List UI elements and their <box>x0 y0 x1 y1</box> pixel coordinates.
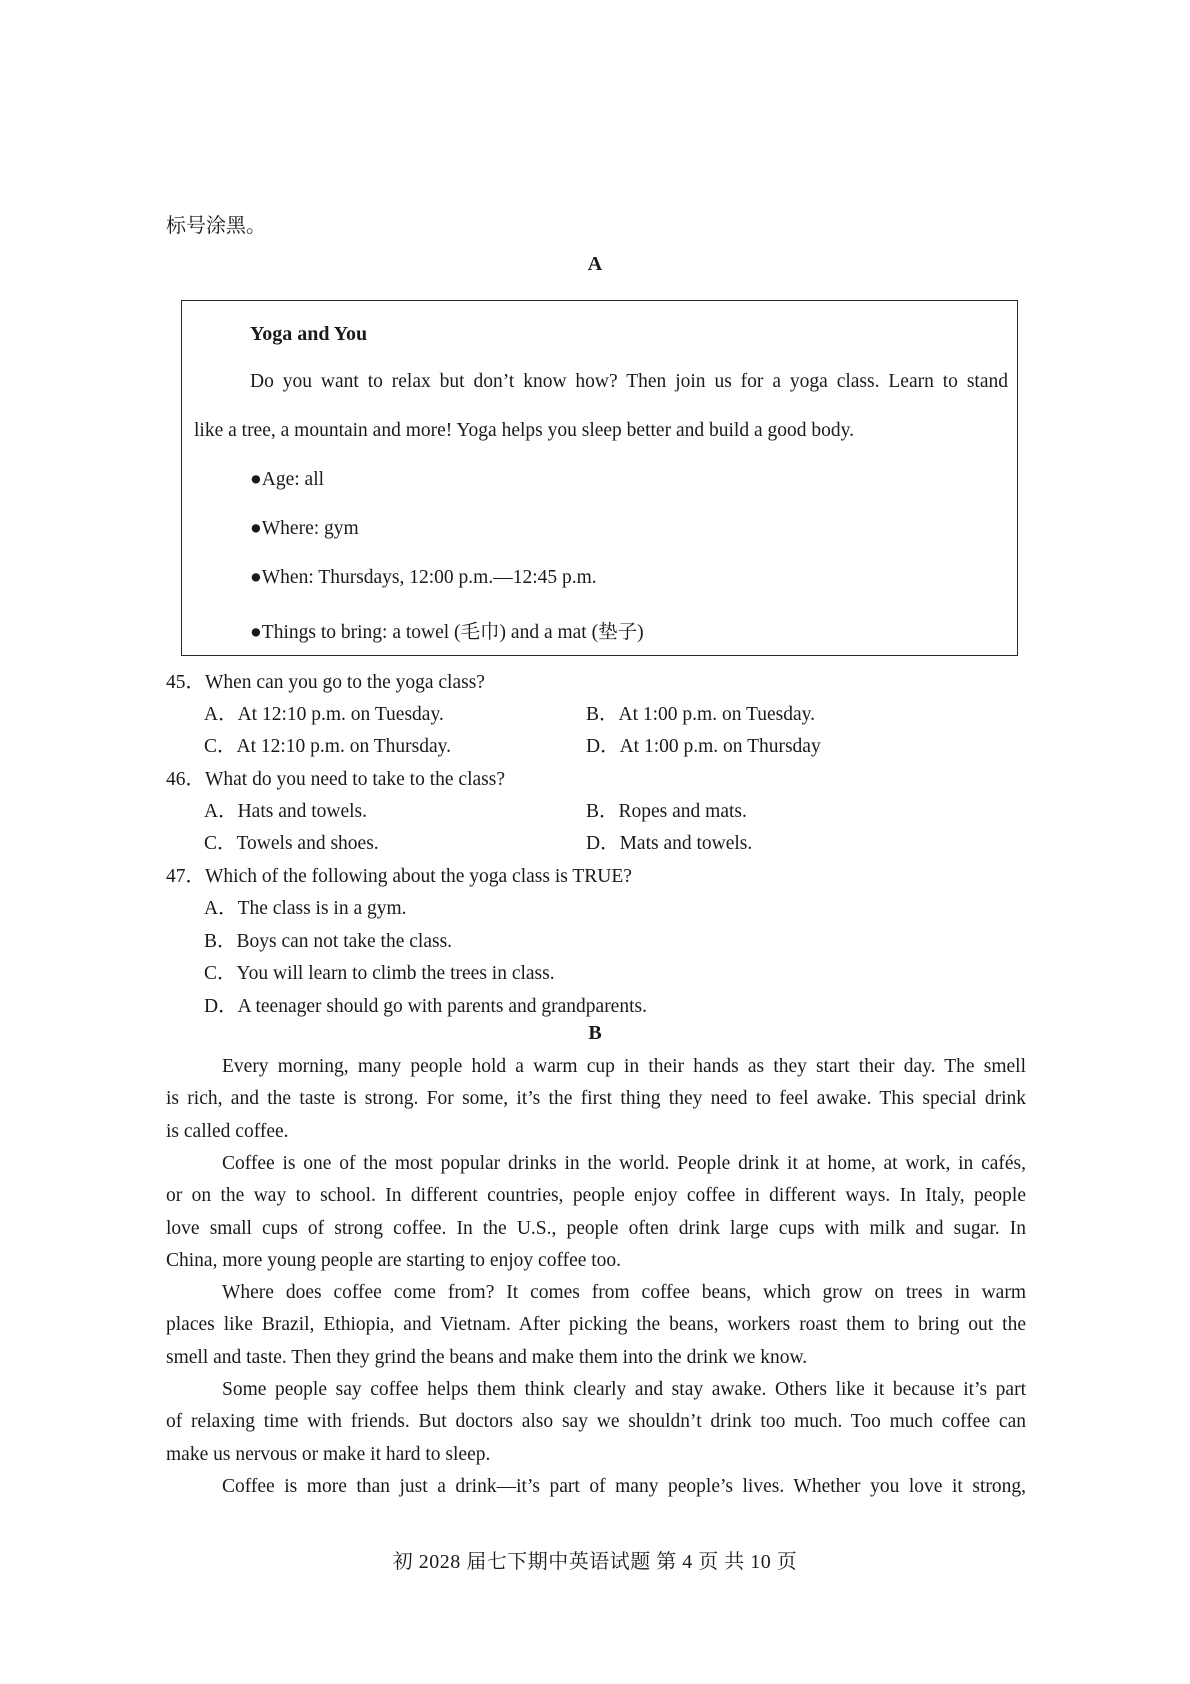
notice-intro-line2: like a tree, a mountain and more! Yoga helps you sleep better and build a good body. <box>194 420 854 441</box>
question-46-option-b: B．Ropes and mats. <box>586 801 747 822</box>
question-47-option-b: B．Boys can not take the class. <box>204 931 453 952</box>
passage-line: of relaxing time with friends. But doctors also say we shouldn’t drink too much. Too much coffee can <box>166 1411 1026 1433</box>
yoga-notice-box <box>181 300 1018 656</box>
question-47-option-d: D．A teenager should go with parents and grandparents. <box>204 996 647 1017</box>
section-a-letter: A <box>587 253 603 275</box>
question-45-option-c: C．At 12:10 p.m. on Thursday. <box>204 736 451 757</box>
instruction-fragment: 标号涂黑。 <box>166 215 266 237</box>
question-46-option-d: D．Mats and towels. <box>586 833 753 854</box>
notice-title: Yoga and You <box>250 323 368 345</box>
question-46-option-c: C．Towels and shoes. <box>204 833 379 854</box>
passage-paragraph-1 <box>166 1051 1026 1148</box>
passage-line: or on the way to school. In different countries, people enjoy coffee in different ways. In Italy, people <box>166 1185 1026 1207</box>
passage-paragraph-5 <box>166 1471 1026 1503</box>
passage-paragraph-3 <box>166 1277 1026 1374</box>
question-45-stem: 45．When can you go to the yoga class? <box>166 672 485 693</box>
question-46-option-a: A．Hats and towels. <box>204 801 368 822</box>
notice-intro-line1: Do you want to relax but don’t know how? Then join us for a yoga class. Learn to stand <box>250 371 1008 392</box>
notice-detail-when: ●When: Thursdays, 12:00 p.m.—12:45 p.m. <box>250 567 597 588</box>
question-46-stem: 46．What do you need to take to the class? <box>166 769 505 790</box>
passage-line: Coffee is more than just a drink—it’s part of many people’s lives. Whether you love it strong, <box>222 1476 1026 1497</box>
passage-line: places like Brazil, Ethiopia, and Vietnam. After picking the beans, workers roast them to bring out the <box>166 1314 1026 1336</box>
page-footer: 初 2028 届七下期中英语试题 第 4 页 共 10 页 <box>392 1551 798 1573</box>
notice-detail-age: ●Age: all <box>250 469 325 490</box>
notice-detail-things: ●Things to bring: a towel (毛巾) and a mat (垫子) <box>250 622 644 643</box>
notice-detail-where: ●Where: gym <box>250 518 359 539</box>
passage-line: is rich, and the taste is strong. For some, it’s the first thing they need to feel awake. This special drink <box>166 1088 1026 1110</box>
passage-line: smell and taste. Then they grind the beans and make them into the drink we know. <box>166 1346 808 1368</box>
question-47-option-a: A．The class is in a gym. <box>204 898 407 919</box>
passage-line: Where does coffee come from? It comes from coffee beans, which grow on trees in warm <box>222 1282 1026 1303</box>
question-45-option-a: A．At 12:10 p.m. on Tuesday. <box>204 704 444 725</box>
section-b-letter: B <box>588 1022 602 1044</box>
passage-paragraph-4 <box>166 1374 1026 1471</box>
passage-line: make us nervous or make it hard to sleep. <box>166 1443 491 1465</box>
question-47-option-c: C．You will learn to climb the trees in class. <box>204 963 555 984</box>
question-45-option-d: D．At 1:00 p.m. on Thursday <box>586 736 821 757</box>
passage-line: Some people say coffee helps them think clearly and stay awake. Others like it because it’s part <box>222 1379 1026 1400</box>
passage-line: love small cups of strong coffee. In the U.S., people often drink large cups with milk and sugar. In <box>166 1217 1026 1239</box>
passage-line: China, more young people are starting to enjoy coffee too. <box>166 1249 622 1271</box>
passage-line: is called coffee. <box>166 1120 289 1142</box>
question-47-stem: 47．Which of the following about the yoga class is TRUE? <box>166 866 632 887</box>
passage-paragraph-2 <box>166 1148 1026 1277</box>
passage-line: Every morning, many people hold a warm cup in their hands as they start their day. The smell <box>222 1056 1026 1077</box>
passage-line: Coffee is one of the most popular drinks in the world. People drink it at home, at work, in cafés, <box>222 1153 1026 1174</box>
question-45-option-b: B．At 1:00 p.m. on Tuesday. <box>586 704 815 725</box>
